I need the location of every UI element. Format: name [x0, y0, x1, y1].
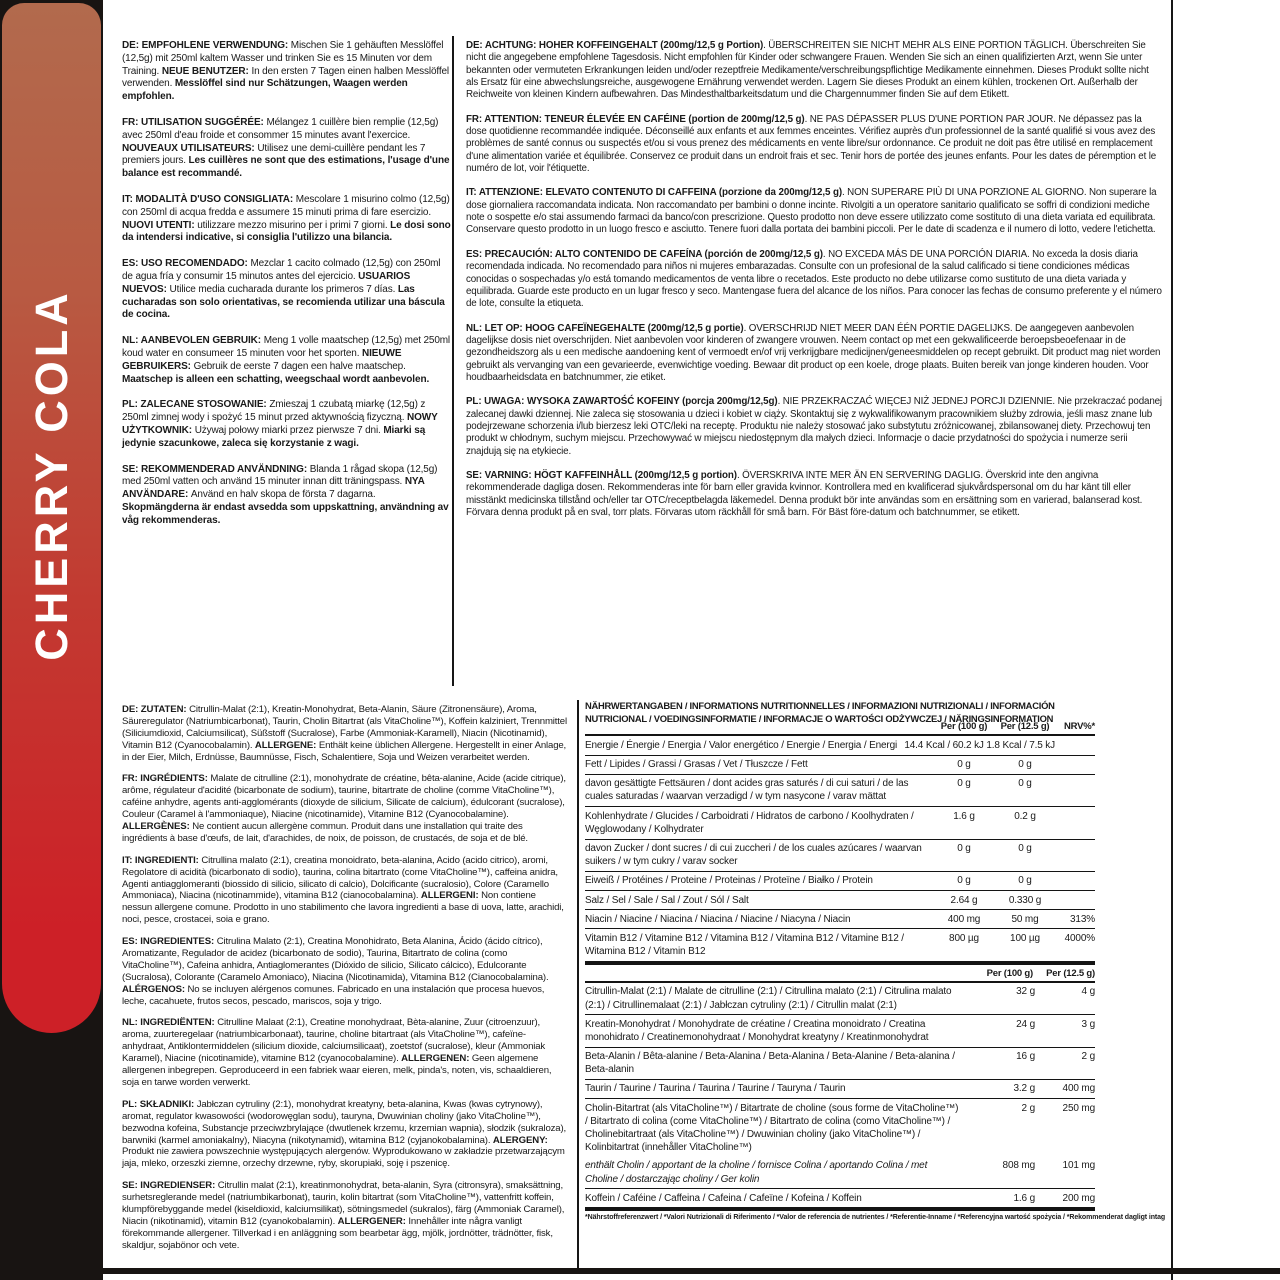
col-header-2-per-100g: Per (100 g): [986, 967, 1033, 979]
value-per-12-5g: 0.2 g: [1014, 810, 1036, 822]
nutrition-row: [585, 929, 1095, 964]
ingredients-column: [122, 704, 568, 1262]
value-per-100g: 24 g: [1016, 1018, 1035, 1030]
value-per-100g: 400 mg: [947, 913, 981, 925]
nutrition-row: [585, 775, 1095, 807]
nutrient-label: Kohlenhydrate / Glucides / Carboidrati / Hidratos de carbono / Koolhydraten / Węglowodany / Kolhydrater: [585, 810, 914, 835]
usage-block: PL: ZALECANE STOSOWANIE: Zmieszaj 1 czubatą miarkę (12,5g) z 250ml zimnej wody i spożyć 15 minut przed aktywnością fizyczną. NOWY UŻYTKOWNIK: Używaj połowy miarki przez pierwsze 7 dni. Miarki są jedynie szacunkowe, zaleca się korzystanie z wagi.: [122, 399, 438, 449]
value-per-100g: 800 µg: [949, 932, 979, 944]
nutrient-label: Eiweiß / Protéines / Proteine / Proteinas / Proteïne / Białko / Protein: [585, 875, 873, 887]
warning-block: DE: ACHTUNG: HOHER KOFFEINGEHALT (200mg/12,5 g Portion). ÜBERSCHREITEN SIE NICHT MEHR ALS EINE PORTION TÄGLICH. Überschreiten Sie nicht die angegebene empfohlene Tagesdosis. Nicht empfohlen für Kinder oder schwangere Frauen. Wenden Sie sich an einen qualifizierten Arzt, wenn Sie unter bekannten oder vermuteten Erkrankungen leiden und/oder rezeptfreie Medikamente/verschreibungspflichtige Medikamente einnehmen. Dieses Produkt sollte nicht als Ersatz für eine abwechslungsreiche, ausgewogene Ernährung verwendet werden. Lagern Sie dieses Produkt an einem kühlen, trockenen Ort. Außerhalb der Reichweite von kleinen Kindern aufbewahren. Das Mindesthaltbarkeitsdatum und die Chargennummer finden Sie auf dem Etikett.: [466, 40, 1149, 101]
value-per-100g: 1.6 g: [1013, 1192, 1035, 1204]
nutrition-row: [585, 1015, 1095, 1047]
label-bottom-edge-line: [0, 1268, 1280, 1274]
value-nrv: 313%: [1070, 913, 1095, 925]
value-per-100g: 2 g: [1021, 1102, 1035, 1114]
nutrient-label: Energie / Énergie / Energia / Valor energético / Energie / Energia / Energi: [585, 739, 898, 751]
value-per-100g: 0 g: [957, 778, 971, 790]
value-per-12-5g: 250 mg: [1062, 1102, 1095, 1114]
usage-directions-column: [122, 40, 452, 541]
value-per-12-5g: 0.330 g: [1008, 894, 1042, 906]
nutrient-label: davon Zucker / dont sucres / di cui zuccheri / de los cuales azúcares / waarvan suikers / w tym cukry / varav socker: [585, 843, 922, 868]
value-per-100g: 808 mg: [1002, 1160, 1035, 1172]
divider-usage-warnings: [452, 36, 454, 686]
col-header-per-100g: Per (100 g): [940, 721, 988, 733]
warning-block: SE: VARNING: HÖGT KAFFEINHÅLL (200mg/12,5 g portion). ÖVERSKRIVA INTE MER ÄN EN SERVERING DAGLIG. Överskrid inte den angivna rekommenderade dagliga dosen. Rekommenderas inte för barn eller gravida kvinnor. Kontrollera med en kvalificerad sjukvårdspersonal om du har känt till eller misstänkt medicinska tillstånd och/eller tar OTC/receptbelagda läkemedel. Denna produkt bör inte användas som en ersättning som en varierad, balanserad kost. Förvara denna produkt på en sval, torr plats. Förvaras utom räckhåll för små barn. För Bäst före-datum och batchnummer, se etikett.: [466, 469, 1143, 518]
nutrition-row: [585, 807, 1095, 839]
label-right-edge-line: [1171, 0, 1173, 1280]
value-per-100g: 32 g: [1016, 986, 1035, 998]
nutrient-label: Koffein / Caféine / Caffeina / Cafeina / Cafeïne / Kofeina / Koffein: [585, 1192, 862, 1204]
nutrition-row: [585, 1099, 1095, 1157]
value-per-12-5g: 0 g: [1018, 875, 1032, 887]
ingredients-block: PL: SKŁADNIKI: Jabłczan cytruliny (2:1), monohydrat kreatyny, beta-alanina, Kwas (kwas cytrynowy), aromat, regulator kwasowości (wodorowęglan sodu), tauryna, Dwuwinian choliny (jako VitaCholine™), bezwodna kofeina, Substancje przeciwzbrylające (dwutlenek krzemu, krzemian wapnia), słodzik (sukraloza), barwniki (karmel amoniakalny), Niacyna (nikotynamid), witamina B12 (cyjanokobalamina). ALERGENY: Produkt nie zawiera powszechnie występujących alergenów. Wyprodukowano w zakładzie przetwarzającym jaja, mleko, orzeszki ziemne, orzechy drzewne, ryby, skorupiaki, soję i pszenicę.: [122, 1098, 567, 1170]
nutrition-row: [585, 756, 1095, 775]
value-per-100g: 2.64 g: [950, 894, 978, 906]
nutrient-label: Vitamin B12 / Vitamine B12 / Vitamina B12 / Vitamina B12 / Vitamine B12 / Witamina B12 / Vitamin B12: [585, 932, 904, 958]
nutrition-rows-actives: [585, 983, 1095, 1212]
usage-block: FR: UTILISATION SUGGÉRÉE: Mélangez 1 cuillère bien remplie (12,5g) avec 250ml d'eau froide et consommer 15 minutes avant l'exercice. NOUVEAUX UTILISATEURS: Utilisez une demi-cuillère pendant les 7 premiers jours. Les cuillères ne sont que des estimations, l'usage d'une balance est recommandé.: [122, 116, 450, 180]
value-per-12-5g: 0 g: [1018, 778, 1032, 790]
nutrient-label: Citrullin-Malat (2:1) / Malate de citrulline (2:1) / Citrullina malato (2:1) / Citrulina malato (2:1) / Citrullinemalaat (2:1) / Jabłczan cytruliny (2:1) / Citrullin malat (2:1): [585, 986, 952, 1011]
warning-block: FR: ATTENTION: TENEUR ÉLEVÉE EN CAFÉINE (portion de 200mg/12,5 g). NE PAS DÉPASSER PLUS D'UNE PORTION PAR JOUR. Ne dépassez pas la dose quotidienne recommandée indiquée. Déconseillé aux enfants et aux femmes enceintes. Vérifiez auprès d'un professionnel de la santé qualifié si vous avez des problèmes de santé connus ou suspectés et/ou si vous prenez des médicaments en vente libre/sur ordonnance. Ce produit ne doit pas être utilisé en remplacement d'une alimentation variée et équilibrée. Conservez ce produit dans un endroit frais et sec. Tenir hors de portée des jeunes enfants. Pour les dates de péremption et le numéro de lot, voir l'étiquette.: [466, 113, 1157, 175]
usage-block: DE: EMPFOHLENE VERWENDUNG: Mischen Sie 1 gehäuften Messlöffel (12,5g) mit 250ml kaltem Wasser und trinken Sie es 15 Minuten vor dem Training. NEUE BENUTZER: In den ersten 7 Tagen einen halben Messlöffel verwenden. Messlöffel sind nur Schätzungen, Waagen werden empfohlen.: [122, 40, 449, 103]
value-per-12-5g: 200 mg: [1062, 1192, 1095, 1204]
nutrient-label: Beta-Alanin / Bêta-alanine / Beta-Alanina / Beta-Alanina / Beta-Alanine / Beta-alanina / Beta-alanin: [585, 1051, 955, 1076]
nrv-footnote: *Nährstoffreferenzwert / *Valori Nutrizionali di Riferimento / *Valor de referencia de nutrientes / *Referentie-Inname / *Referencyjna wartość spożycia / *Rekommenderat dagligt intag: [585, 1214, 1166, 1222]
col-header-nrv: NRV%*: [1063, 721, 1095, 733]
value-per-12-5g: 0 g: [1018, 759, 1032, 771]
nutrition-row: [585, 872, 1095, 891]
nutrient-label: Niacin / Niacine / Niacina / Niacina / Niacine / Niacyna / Niacin: [585, 913, 851, 925]
value-per-100g: 16 g: [1016, 1051, 1035, 1063]
nutrition-title: NÄHRWERTANGABEN / INFORMATIONS NUTRITIONNELLES / INFORMAZIONI NUTRIZIONALI / INFORMACIÓN NUTRICIONAL / VOEDINGSINFORMATIE / INFORMACJE O WARTOŚCI ODŻYWCZEJ / NÄRINGSINFORMATION: [585, 700, 1055, 724]
usage-block: IT: MODALITÀ D'USO CONSIGLIATA: Mescolare 1 misurino colmo (12,5g) con 250ml di acqua fredda e assumere 15 minuti prima di fare esercizio. NUOVI UTENTI: utilizzare mezzo misurino per i primi 7 giorni. Le dosi sono da intendersi indicative, si consiglia l'utilizzo una bilancia.: [122, 193, 451, 244]
nutrient-label: Salz / Sel / Sale / Sal / Zout / Sól / Salt: [585, 894, 749, 906]
nutrition-row: [585, 891, 1095, 910]
warning-block: NL: LET OP: HOOG CAFEÏNEGEHALTE (200mg/12,5 g portie). OVERSCHRIJD NIET MEER DAN ÉÉN PORTIE DAGELIJKS. De aangegeven aanbevolen dagelijkse dosis niet overschrijden. Niet aanbevolen voor kinderen of zwangere vrouwen. Neem contact op met een gekwalificeerde beroepsbeoefenaar in de gezondheidszorg als u een medische aandoening kent of vermoedt en/of vrij verkrijgbare medicijnen/geneesmiddelen op recept gebruikt. Dit product mag niet worden gebruikt als vervanging van een gevarieerde, evenwichtige voeding. Bewaar dit product op een koele, droge plaats. Buiten bereik van jonge kinderen houden. Voor houdbaarheidsdata en batchnummer, zie etiket.: [466, 322, 1161, 383]
flavor-name: CHERRY COLA: [26, 289, 77, 661]
value-per-12-5g: 2 g: [1081, 1051, 1095, 1063]
ingredients-block: SE: INGREDIENSER: Citrullin malat (2:1), kreatinmonohydrat, beta-alanin, Syra (citronsyra), smaksättning, surhetsreglerande medel (natriumbikarbonat), taurin, kolin bitartrat (som VitaCholine™), vattenfritt koffein, klumpförebyggande medel (kiseldioxid, kalciumsilikat), sötningsmedel (sukralos), färg (Ammoniak Caramel), Niacin (nikotinamid), vitamin B12 (cyanokobalamin). ALLERGENER: Innehåller inte några vanligt förekommande allergener. Tillverkad i en anläggning som bearbetar ägg, mjölk, jordnötter, trädnötter, fisk, skaldjur, sojabönor och vete.: [122, 1180, 565, 1251]
ingredients-block: NL: INGREDIËNTEN: Citrulline Malaat (2:1), Creatine monohydraat, Bèta-alanine, Zuur (citroenzuur), aroma, zuurteregelaar (natriumbicarbonaat), taurine, choline bitartraat (als VitaCholine™), cafeïne-anhydraat, Antiklontermiddelen (silicium dioxide, calciumsilicaat), zoetstof (sucralose), kleur (Ammoniak Karamel), Niacine (nicotinamide), vitamine B12 (cyanocobalamine). ALLERGENEN: Geen algemene allergenen inbegrepen. Geproduceerd in een fabriek waar eieren, melk, pinda's, noten, vis, schaaldieren, soja en tarwe worden verwerkt.: [122, 1017, 552, 1088]
nutrition-column-headers-2: [585, 965, 1095, 983]
col-header-per-12-5g: Per (12.5 g): [1000, 721, 1050, 733]
value-per-100g: 3.2 g: [1013, 1083, 1035, 1095]
nutrient-label: Kreatin-Monohydrat / Monohydrate de créatine / Creatina monoidrato / Creatina monohidrato / Creatinemonohydraat / Monohydrat kreatyny / Kreatinmonohydrat: [585, 1018, 929, 1043]
divider-ingredients-nutrition: [577, 700, 579, 1268]
warning-block: ES: PRECAUCIÓN: ALTO CONTENIDO DE CAFEÍNA (porción de 200mg/12,5 g). NO EXCEDA MÁS DE UNA PORCIÓN DIARIA. No exceda la dosis diaria recomendada indicada. No recomendado para niños ni mujeres embarazadas. Consulte con un profesional de la salud calificado si tiene condiciones médicas conocidas o sospechadas y/o está tomando medicamentos de venta libre o recetados. Este producto no debe utilizarse como sustituto de una dieta variada y equilibrada. Guarde este producto en un lugar fresco y seco. Mantengase fuera del alcance de los niños. Para conocer las fechas de consumo preferente y el número de lote, consulte la etiqueta.: [466, 248, 1162, 310]
usage-block: ES: USO RECOMENDADO: Mezclar 1 cacito colmado (12,5g) con 250ml de agua fría y consumir 15 minutos antes del ejercicio. USUARIOS NUEVOS: Utilice media cucharada durante los primeros 7 días. Las cucharadas son solo orientativas, se recomienda utilizar una báscula de cocina.: [122, 258, 445, 321]
value-per-100g: 1.6 g: [953, 810, 975, 822]
value-per-12-5g: 50 mg: [1011, 913, 1039, 925]
value-energy: 14.4 Kcal / 60.2 kJ 1.8 Kcal / 7.5 kJ: [904, 739, 1055, 751]
nutrient-label: Fett / Lipides / Grassi / Grasas / Vet / Tłuszcze / Fett: [585, 759, 808, 771]
value-per-100g: 0 g: [957, 875, 971, 887]
ingredients-block: DE: ZUTATEN: Citrullin-Malat (2:1), Kreatin-Monohydrat, Beta-Alanin, Säure (Zitronensäure), Aroma, Säureregulator (Natriumbicarbonat), Taurin, Cholin Bitartrat (als VitaCholine™), Koffein kalziniert, Trennmittel (Siliciumdioxid, Calciumsilicat), Süßstoff (Sucralose), Farbe (Ammoniak-Karamell), Niacin (Nicotinamid), Vitamin B12 (Cyanocobalamin). ALLERGENE: Enthält keine üblichen Allergene. Hergestellt in einer Anlage, in der Eier, Milch, Erdnüsse, Baumnüsse, Fisch, Schalentiere, Soja und Weizen verarbeitet werden.: [122, 704, 567, 763]
nutrition-row: [585, 1189, 1095, 1211]
value-nrv: 4000%: [1064, 932, 1095, 944]
nutrition-row: [585, 983, 1095, 1015]
ingredients-block: ES: INGREDIENTES: Citrulina Malato (2:1), Creatina Monohidrato, Beta Alanina, Ácido (ácido cítrico), Aromatizante, Regulador de acidez (bicarbonato de sodio), Taurina, Bitartrato de colina (como VitaCholine™), Cafeina anhidra, Antiaglomerantes (Dióxido de silicio, Silicato cálcico), Edulcorante (Sucralosa), Colorante (Caramelo Amoniaco), Niacina (Nicotinamida), Vitamina B12 (Cianocobalamina). ALÉRGENOS: No se incluyen alérgenos comunes. Fabricado en una instalación que procesa huevos, leche, cacahuete, frutos secos, pescado, mariscos, soja y trigo.: [122, 936, 549, 1007]
nutrition-row: [585, 1080, 1095, 1099]
nutrition-row: [585, 1048, 1095, 1080]
nutrition-rows-main: [585, 734, 1095, 964]
ingredients-block: IT: INGREDIENTI: Citrullina malato (2:1), creatina monoidrato, beta-alanina, Acido (acido citrico), aromi, Regolatore di acidità (bicarbonato di sodio), taurina, colina bitartrato (come VitaCholine™), caffeina anidra, Agenti antiagglomeranti (biossido di silicio, silicato di calcio), Dolcificante (sucralosio), Colore (Caramello Ammoniaca), Niacina (nicotinammide), vitamina B12 (cianocobalamina). ALLERGENI: Non contiene nessun allergene comune. Prodotto in uno stabilimento che lavora ingredienti a base di uova, latte, arachidi, noci, pesce, crostacei, soia e grano.: [122, 854, 564, 926]
nutrition-row: [585, 910, 1095, 929]
nutrition-panel: [585, 700, 1166, 1222]
ingredients-block: FR: INGRÉDIENTS: Malate de citrulline (2:1), monohydrate de créatine, bêta-alanine, Acide (acide citrique), arôme, régulateur d'acidité (bicarbonate de sodium), taurine, bitartrate de choline (comme VitaCholine™), caféine anhydre, agents anti-agglomérants (dioxyde de silicium, Silicate de calcium), édulcorant (sucralose), Couleur (Caramel à l'ammoniaque), Niacine (nicotinamide), Vitamine B12 (Cyanocobalamine). ALLERGÈNES: Ne contient aucun allergène commun. Produit dans une installation qui traite des ingrédients à base d'œufs, de lait, d'arachides, de noix, de poisson, de crustacés, de soja et de blé.: [122, 773, 566, 844]
value-per-12-5g: 101 mg: [1062, 1160, 1095, 1172]
value-per-100g: 0 g: [957, 843, 971, 854]
usage-block: SE: REKOMMENDERAD ANVÄNDNING: Blanda 1 rågad skopa (12,5g) med 250ml vatten och använd 15 minuter innan ditt träningspass. NYA ANVÄNDARE: Använd en halv skopa de första 7 dagarna. Skopmängderna är endast avsedda som uppskattning, användning av våg rekommenderas.: [122, 463, 449, 526]
value-per-12-5g: 3 g: [1081, 1018, 1095, 1030]
nutrition-row: [585, 736, 1095, 755]
value-per-12-5g: 0 g: [1018, 843, 1032, 854]
usage-block: NL: AANBEVOLEN GEBRUIK: Meng 1 volle maatschep (12,5g) met 250ml koud water en consumeer 15 minuten voor het sporten. NIEUWE GEBRUIKERS: Gebruik de eerste 7 dagen een halve maatschep. Maatschep is alleen een schatting, weegschaal wordt aanbevolen.: [122, 335, 451, 385]
nutrient-label: Cholin-Bitartrat (als VitaCholine™) / Bitartrate de choline (sous forme de VitaCholine™) / Bitartrato di colina (come VitaCholine™) / Bitartrato de colina (como VitaCholine™) / Cholinebitartraat (als VitaCholine™) / Dwuwinian choliny (jako VitaCholine™) / Kolinbitartrat (innehåller VitaCholine™): [585, 1102, 959, 1154]
nutrient-label: enthält Cholin / apportant de la choline / fornisce Colina / aportando Colina / met Choline / dostarczając choliny / Ger kolin: [585, 1160, 928, 1185]
warning-block: PL: UWAGA: WYSOKA ZAWARTOŚĆ KOFEINY (porcja 200mg/12,5g). NIE PRZEKRACZAĆ WIĘCEJ NIŻ JEDNEJ PORCJI DZIENNIE. Nie przekraczać podanej zalecanej dawki dziennej. Nie zaleca się stosowania u dzieci i kobiet w ciąży. Skontaktuj się z wykwalifikowanym pracownikiem służby zdrowia, jeśli masz znane lub podejrzewane schorzenia i/lub bierzesz leki OTC/leki na receptę. Produktu nie należy stosować jako substytutu zróżnicowanej, zbilansowanej diety. Przechowuj ten produkt w chłodnym, suchym miejscu. Przechowywać w miejscu niedostępnym dla małych dzieci. Informacje o dacie przydatności do spożycia i numerze serii znajdują się na etykiecie.: [466, 396, 1162, 457]
value-per-12-5g: 4 g: [1081, 986, 1095, 998]
nutrient-label: Taurin / Taurine / Taurina / Taurina / Taurine / Tauryna / Taurin: [585, 1083, 846, 1095]
nutrient-label: davon gesättigte Fettsäuren / dont acides gras saturés / di cui saturi / de las cuales saturadas / waarvan verzadigd / w tym nasycone / varav mättat: [585, 778, 909, 803]
nutrition-row: [585, 840, 1095, 872]
col-header-2-per-12-5g: Per (12.5 g): [1046, 967, 1095, 979]
nutrition-row: [585, 1157, 1095, 1189]
warnings-column: [466, 40, 1162, 531]
warning-block: IT: ATTENZIONE: ELEVATO CONTENUTO DI CAFFEINA (porzione da 200mg/12,5 g). NON SUPERARE PIÙ DI UNA PORZIONE AL GIORNO. Non superare la dose giornaliera raccomandata indicata. Non raccomandato per bambini o donne incinte. Rivolgiti a un operatore sanitario qualificato se soffri di condizioni mediche note o sospette e/o stai assumendo farmaci da banco/con prescrizione. Questo prodotto non deve essere utilizzato come sostituto di una dieta variata ed equilibrata. Conservare questo prodotto in un luogo fresco e asciutto. Tenere fuori dalla portata dei bambini piccoli. Per le date di scadenza e il numero di lotto, vedere l'etichetta.: [466, 187, 1157, 236]
value-per-12-5g: 400 mg: [1062, 1083, 1095, 1095]
value-per-12-5g: 100 µg: [1010, 932, 1040, 944]
value-per-100g: 0 g: [957, 759, 971, 771]
